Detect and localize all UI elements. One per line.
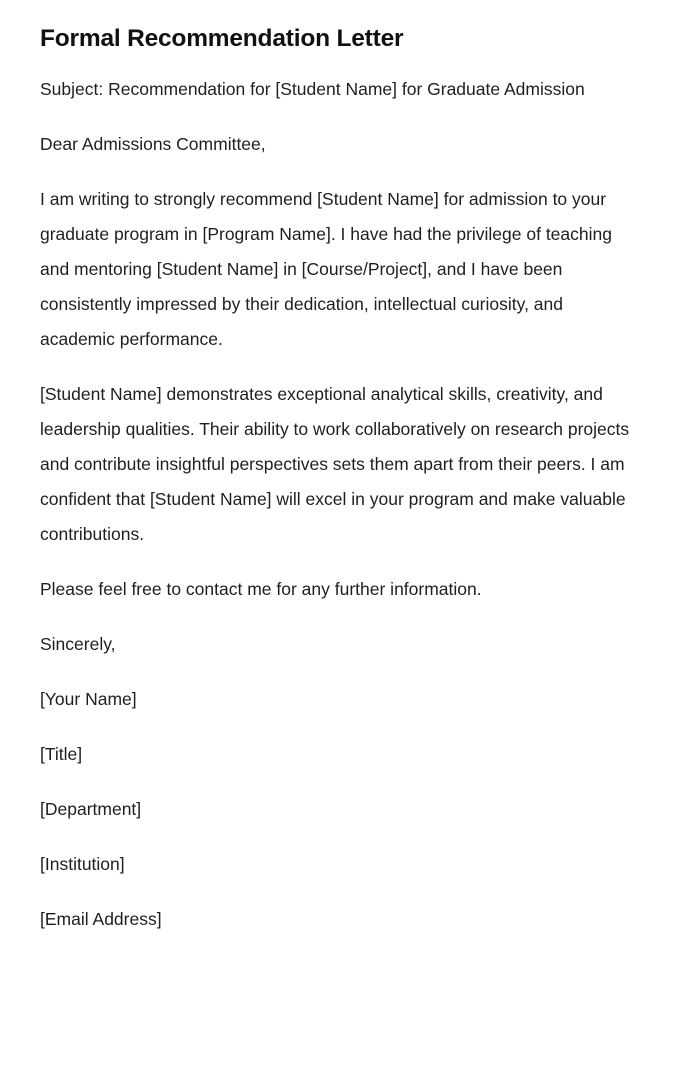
page-title: Formal Recommendation Letter — [40, 25, 404, 52]
signature-line-institution: [Institution] — [40, 854, 125, 874]
body-paragraph-1: I am writing to strongly recommend [Student Name] for admission to your graduate program in [Program Name]. I have had the privilege of teaching and mentoring [Student Name] in [Course/Project], and I have been consistently impressed by their dedication, intellectual curiosity, and academic performance. — [40, 189, 612, 349]
signature-line-department: [Department] — [40, 799, 142, 819]
body-paragraph-3: Please feel free to contact me for any further information. — [40, 579, 482, 599]
salutation: Dear Admissions Committee, — [40, 134, 266, 154]
body-paragraph-2: [Student Name] demonstrates exceptional analytical skills, creativity, and leadership qualities. Their ability to work collaboratively on research projects and contribute insightful perspectives sets them apart from their peers. I am confident that [Student Name] will excel in your program and make valuable contributions. — [40, 384, 630, 544]
signature-line-name: [Your Name] — [40, 689, 137, 709]
signature-line-email: [Email Address] — [40, 909, 162, 929]
subject-line: Subject: Recommendation for [Student Name] for Graduate Admission — [40, 79, 585, 99]
closing: Sincerely, — [40, 634, 116, 654]
signature-line-title: [Title] — [40, 744, 83, 764]
signature-block — [40, 682, 660, 937]
